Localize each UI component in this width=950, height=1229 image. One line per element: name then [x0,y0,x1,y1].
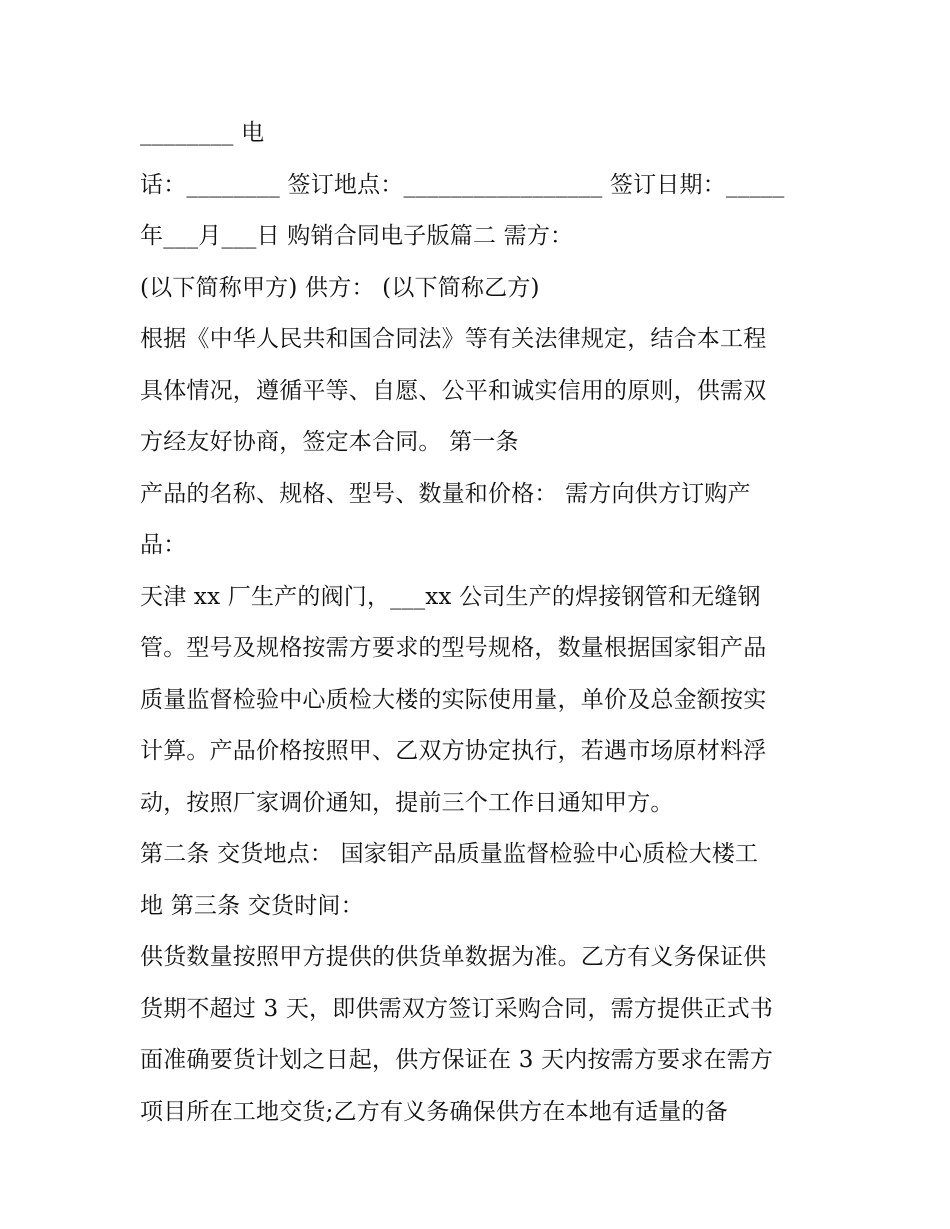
text-line: 产品的名称、规格、型号、数量和价格： 需方向供方订购产 [140,480,751,507]
text-line: 质量监督检验中心质检大楼的实际使用量，单价及总金额按实 [140,686,767,713]
text-line: 项目所在工地交货;乙方有义务确保供方在本地有适量的备 [140,1098,728,1125]
text-line: 话：________ 签订地点：_________________ 签订日期：_____ [140,171,785,198]
text-line: 具体情况，遵循平等、自愿、公平和诚实信用的原则，供需双 [140,377,767,404]
text-line: 年___月___日 购销合同电子版篇二 需方： [140,223,574,249]
text-line: 方经友好协商，签定本合同。 第一条 [140,429,519,455]
text-line: 地 第三条 交货时间： [140,892,364,919]
text-line: 品： [140,532,187,558]
text-line: 计算。产品价格按照甲、乙双方协定执行，若遇市场原材料浮 [140,738,767,764]
text-line: (以下简称甲方) 供方： (以下简称乙方) [140,274,540,301]
document-body [140,108,820,1138]
text-line: 货期不超过 3 天，即供需双方签订采购合同，需方提供正式书 [140,995,774,1022]
text-line: 面准确要货计划之日起，供方保证在 3 天内按需方要求在需方 [140,1047,774,1073]
text-line: 第二条 交货地点： 国家钼产品质量监督检验中心质检大楼工 [140,841,759,867]
text-line: 动，按照厂家调价通知，提前三个工作日通知甲方。 [140,789,674,816]
text-line: 供货数量按照甲方提供的供货单数据为准。乙方有义务保证供 [140,944,767,970]
text-line: ________ 电 [140,120,265,146]
text-line: 管。型号及规格按需方要求的型号规格，数量根据国家钼产品 [140,635,767,661]
text-line: 根据《中华人民共和国合同法》等有关法律规定，结合本工程 [140,326,767,352]
text-line: 天津 xx 厂生产的阀门，___xx 公司生产的焊接钢管和无缝钢 [140,583,761,610]
